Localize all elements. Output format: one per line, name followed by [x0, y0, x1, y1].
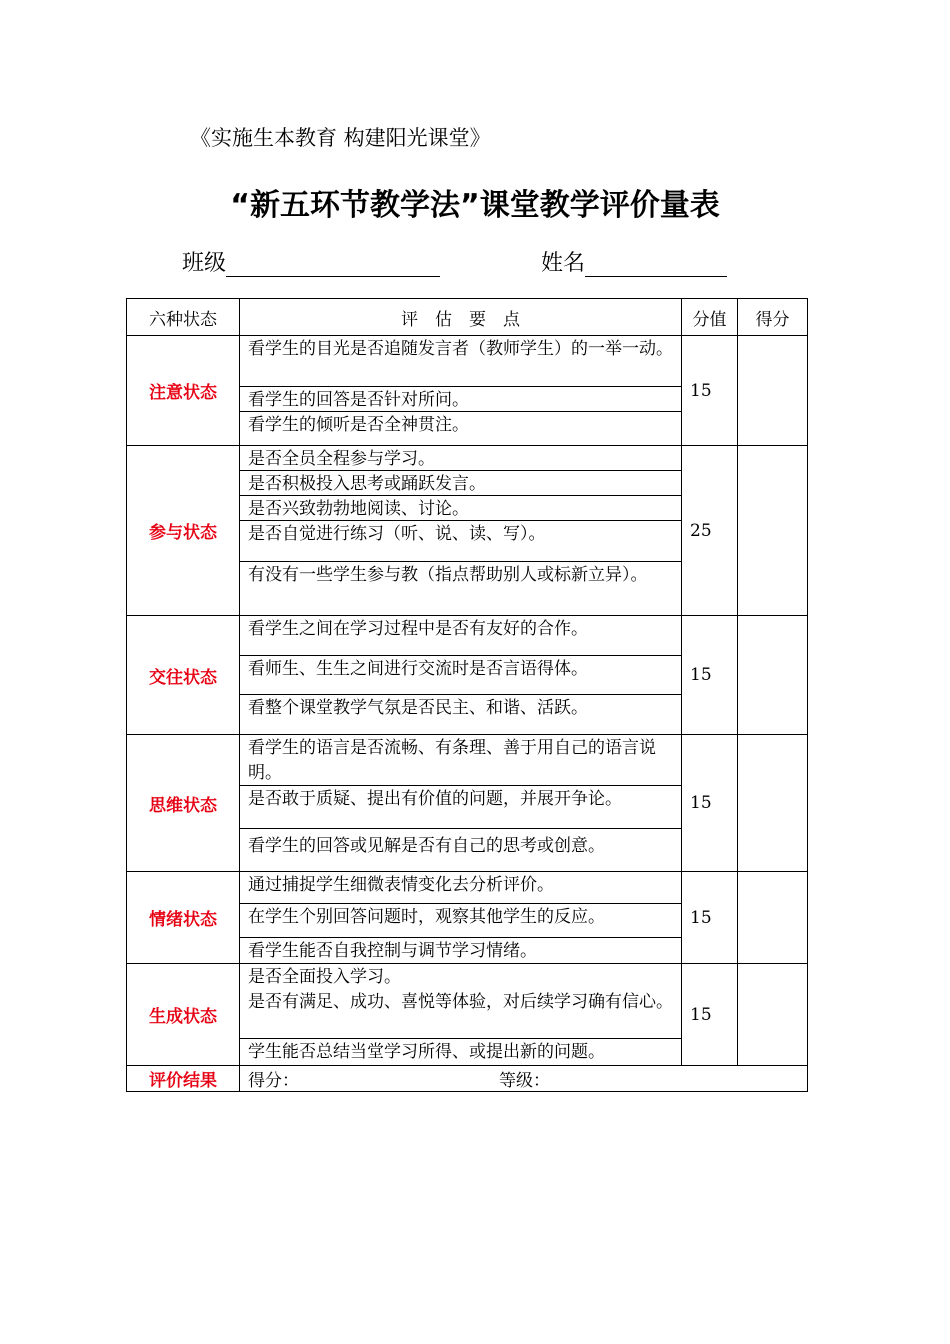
criteria-cell: [240, 446, 682, 616]
points-value: 15: [682, 336, 738, 446]
criteria-item: 看学生的语言是否流畅、有条理、善于用自己的语言说明。: [240, 735, 681, 786]
state-label: 思维状态: [127, 735, 240, 872]
table-row-generation: [127, 964, 808, 1066]
table-row-attention: [127, 336, 808, 446]
criteria-item: 看学生的回答是否针对所问。: [240, 387, 681, 412]
header-score: 得分: [738, 299, 808, 336]
result-grade-label: 等级：: [499, 1071, 550, 1091]
class-label: 班级: [182, 251, 227, 276]
score-cell[interactable]: [738, 964, 808, 1066]
result-label: 评价结果: [127, 1066, 240, 1092]
score-cell[interactable]: [738, 336, 808, 446]
name-blank-line: [585, 252, 727, 277]
class-field: [182, 246, 440, 277]
table-row-result: [127, 1066, 808, 1092]
criteria-item: 看师生、生生之间进行交流时是否言语得体。: [240, 656, 681, 695]
criteria-item: 看学生之间在学习过程中是否有友好的合作。: [240, 616, 681, 656]
criteria-item: 是否敢于质疑、提出有价值的问题，并展开争论。: [240, 786, 681, 829]
table-row-emotion: [127, 872, 808, 964]
document-subtitle: 《实施生本教育 构建阳光课堂》: [190, 126, 491, 150]
criteria-item: 通过捕捉学生细微表情变化去分析评价。: [240, 872, 681, 904]
score-cell[interactable]: [738, 446, 808, 616]
criteria-item: 是否全面投入学习。: [248, 967, 401, 987]
criteria-item: 是否兴致勃勃地阅读、讨论。: [240, 496, 681, 521]
criteria-item: 看学生的目光是否追随发言者（教师学生）的一举一动。: [240, 336, 681, 387]
criteria-item: 是否积极投入思考或踊跃发言。: [240, 471, 681, 496]
criteria-cell: [240, 616, 682, 735]
criteria-item: 看学生能否自我控制与调节学习情绪。: [248, 941, 537, 961]
criteria-cell: [240, 336, 682, 446]
criteria-item: 是否有满足、成功、喜悦等体验，对后续学习确有信心。: [240, 989, 681, 1039]
criteria-cell: [240, 735, 682, 872]
table-header-row: [127, 299, 808, 336]
name-label: 姓名: [541, 251, 586, 276]
result-score-label: 得分：: [248, 1071, 299, 1091]
criteria-item: 是否自觉进行练习（听、说、读、写）。: [240, 521, 681, 562]
evaluation-table: [126, 298, 808, 1092]
criteria-item: 看整个课堂教学气氛是否民主、和谐、活跃。: [248, 698, 588, 718]
document-title: “新五环节教学法”课堂教学评价量表: [230, 188, 720, 223]
state-label: 生成状态: [127, 964, 240, 1066]
header-points: 分值: [682, 299, 738, 336]
name-field: [541, 246, 727, 277]
score-cell[interactable]: [738, 872, 808, 964]
points-value: 15: [682, 872, 738, 964]
criteria-item: 看学生的倾听是否全神贯注。: [248, 415, 469, 435]
header-state: 六种状态: [127, 299, 240, 336]
class-blank-line: [226, 252, 440, 277]
result-cell[interactable]: [240, 1066, 808, 1092]
state-label: 参与状态: [127, 446, 240, 616]
state-label: 情绪状态: [127, 872, 240, 964]
criteria-item: 学生能否总结当堂学习所得、或提出新的问题。: [248, 1042, 605, 1062]
table-row-thinking: [127, 735, 808, 872]
points-value: 15: [682, 616, 738, 735]
score-cell[interactable]: [738, 616, 808, 735]
criteria-item: 看学生的回答或见解是否有自己的思考或创意。: [248, 836, 605, 856]
points-value: 15: [682, 964, 738, 1066]
table-row-interaction: [127, 616, 808, 735]
header-criteria: 评 估 要 点: [240, 299, 682, 336]
points-value: 15: [682, 735, 738, 872]
table-row-participation: [127, 446, 808, 616]
criteria-item: 有没有一些学生参与教（指点帮助别人或标新立异）。: [248, 565, 648, 585]
criteria-item: 在学生个别回答问题时，观察其他学生的反应。: [240, 904, 681, 938]
state-label: 注意状态: [127, 336, 240, 446]
criteria-item: 是否全员全程参与学习。: [240, 446, 681, 471]
points-value: 25: [682, 446, 738, 616]
criteria-cell: [240, 964, 682, 1066]
criteria-cell: [240, 872, 682, 964]
score-cell[interactable]: [738, 735, 808, 872]
state-label: 交往状态: [127, 616, 240, 735]
